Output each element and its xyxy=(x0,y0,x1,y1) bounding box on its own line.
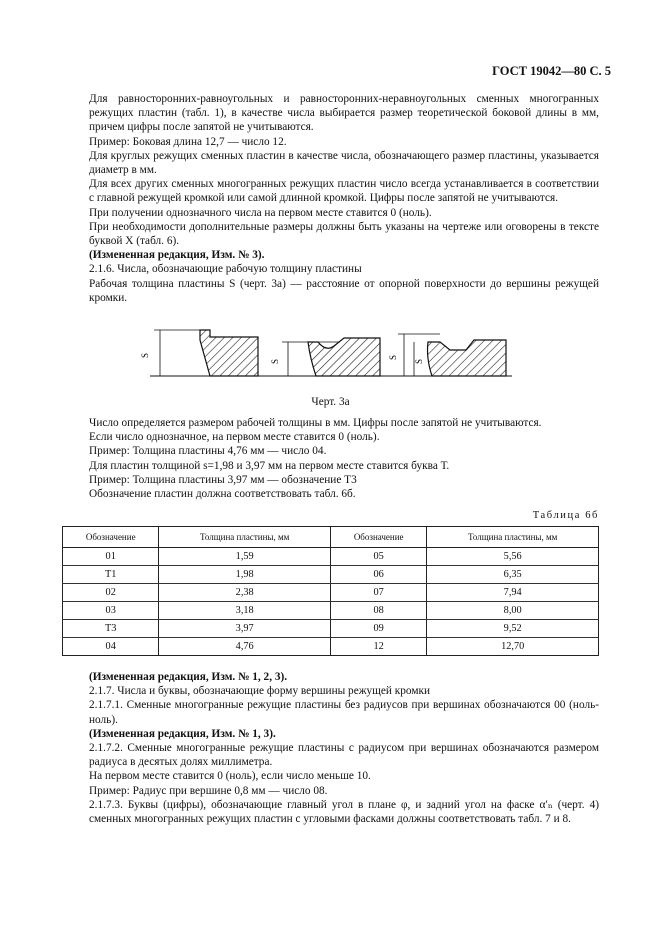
col-header: Толщина пластины, мм xyxy=(159,527,331,548)
table-cell: 7,94 xyxy=(427,584,599,602)
paragraph: Для пластин толщиной s=1,98 и 3,97 мм на первом месте ставится буква Т. xyxy=(89,459,450,472)
paragraph: 2.1.6. Числа, обозначающие рабочую толщину пластины xyxy=(89,263,362,276)
table-cell: 12 xyxy=(330,638,426,656)
paragraph: Если число однозначное, на первом месте ставится 0 (ноль). xyxy=(89,431,380,444)
paragraph: (Измененная редакция, Изм. № 1, 2, 3). xyxy=(89,671,288,683)
col-header: Обозначение xyxy=(330,527,426,548)
s-label: S xyxy=(140,352,150,358)
paragraph: Для всех других сменных многогранных режущих пластин число всегда устанавливается в соответствии с главной режущей кромкой или самой длинной кромкой. Цифры после запятой не учитываются. xyxy=(89,178,599,205)
table-cell: 02 xyxy=(63,584,159,602)
drawing-3a xyxy=(140,328,520,384)
text-block-bottom xyxy=(89,670,599,826)
paragraph: При получении однозначного числа на первом месте ставится 0 (ноль). xyxy=(89,206,432,219)
s-label: S xyxy=(414,358,424,364)
table-cell: 08 xyxy=(330,602,426,620)
paragraph: При необходимости дополнительные размеры должны быть указаны на чертеже или оговорены в тексте буквой X (табл. 6). xyxy=(89,220,599,248)
table-cell: 12,70 xyxy=(427,638,599,656)
profile-2 xyxy=(270,338,380,376)
table-cell: Т3 xyxy=(63,620,159,638)
table-row xyxy=(63,548,599,566)
paragraph: Пример: Боковая длина 12,7 — число 12. xyxy=(89,135,287,148)
paragraph: Для равносторонних-равноугольных и равносторонних-неравноугольных сменных многогранных режущих пластин (табл. 1), в качестве числа выбирается размер теоретической боковой длины в мм, причем цифры после запятой не учитываются. xyxy=(89,93,599,134)
paragraph: (Измененная редакция, Изм. № 1, 3). xyxy=(89,727,276,740)
profile-1 xyxy=(140,330,258,376)
paragraph: 2.1.7. Числа и буквы, обозначающие форму вершины режущей кромки xyxy=(89,685,431,698)
table-cell: 6,35 xyxy=(427,566,599,584)
figure-caption: Черт. 3а xyxy=(311,396,350,408)
s-label: S xyxy=(388,354,398,360)
table-row xyxy=(63,620,599,638)
table-cell: 3,18 xyxy=(159,602,331,620)
s-label: S xyxy=(270,358,280,364)
paragraph: 2.1.7.2. Сменные многогранные режущие пластины с радиусом при вершинах обозначаются размером радиуса в десятых долях миллиметра. xyxy=(89,742,599,769)
table-cell: 4,76 xyxy=(159,638,331,656)
table-cell: 04 xyxy=(63,638,159,656)
paragraph: Пример: Толщина пластины 4,76 мм — число 04. xyxy=(89,445,327,458)
paragraph: Рабочая толщина пластины S (черт. 3а) — расстояние от опорной поверхности до вершины режущей кромки. xyxy=(89,277,599,304)
table-row xyxy=(63,584,599,602)
table-cell: 1,98 xyxy=(159,566,331,584)
table-cell: 9,52 xyxy=(427,620,599,638)
table-cell: 8,00 xyxy=(427,602,599,620)
table-cell: 1,59 xyxy=(159,548,331,566)
paragraph: Пример: Толщина пластины 3,97 мм — обозначение Т3 xyxy=(89,473,357,486)
table-cell: 3,97 xyxy=(159,620,331,638)
col-header: Обозначение xyxy=(63,527,159,548)
text-block-top xyxy=(89,92,599,305)
table-6b xyxy=(62,526,599,656)
paragraph: Число определяется размером рабочей толщины в мм. Цифры после запятой не учитываются. xyxy=(89,417,542,429)
table-row xyxy=(63,566,599,584)
table-row xyxy=(63,638,599,656)
table-cell: 09 xyxy=(330,620,426,638)
col-header: Толщина пластины, мм xyxy=(427,527,599,548)
text-block-middle xyxy=(89,416,599,501)
table-cell: Т1 xyxy=(63,566,159,584)
paragraph: Обозначение пластин должна соответствовать табл. 6б. xyxy=(89,488,356,501)
paragraph: 2.1.7.3. Буквы (цифры), обозначающие главный угол в плане φ, и задний угол на фаске α′ₙ (черт. 4) сменных многогранных режущих пластин с угловыми фасками должны соответствовать табл. 7 и 8. xyxy=(89,798,599,826)
table-row xyxy=(63,602,599,620)
paragraph: (Измененная редакция, Изм. № 3). xyxy=(89,249,265,262)
profile-3 xyxy=(388,334,506,376)
table-cell: 05 xyxy=(330,548,426,566)
paragraph: На первом месте ставится 0 (ноль), если число меньше 10. xyxy=(89,770,371,783)
paragraph: Пример: Радиус при вершине 0,8 мм — число 08. xyxy=(89,784,328,797)
table-name: Таблица 6б xyxy=(532,510,599,521)
table-cell: 5,56 xyxy=(427,548,599,566)
paragraph: 2.1.7.1. Сменные многогранные режущие пластины без радиусов при вершинах обозначаются 00 (ноль-ноль). xyxy=(89,699,599,726)
table-cell: 07 xyxy=(330,584,426,602)
table-cell: 03 xyxy=(63,602,159,620)
table-cell: 06 xyxy=(330,566,426,584)
paragraph: Для круглых режущих сменных пластин в качестве числа, обозначающего размер пластины, указывается диаметр в мм. xyxy=(89,149,599,177)
table-cell: 01 xyxy=(63,548,159,566)
page-header: ГОСТ 19042—80 С. 5 xyxy=(492,64,611,78)
table-cell: 2,38 xyxy=(159,584,331,602)
